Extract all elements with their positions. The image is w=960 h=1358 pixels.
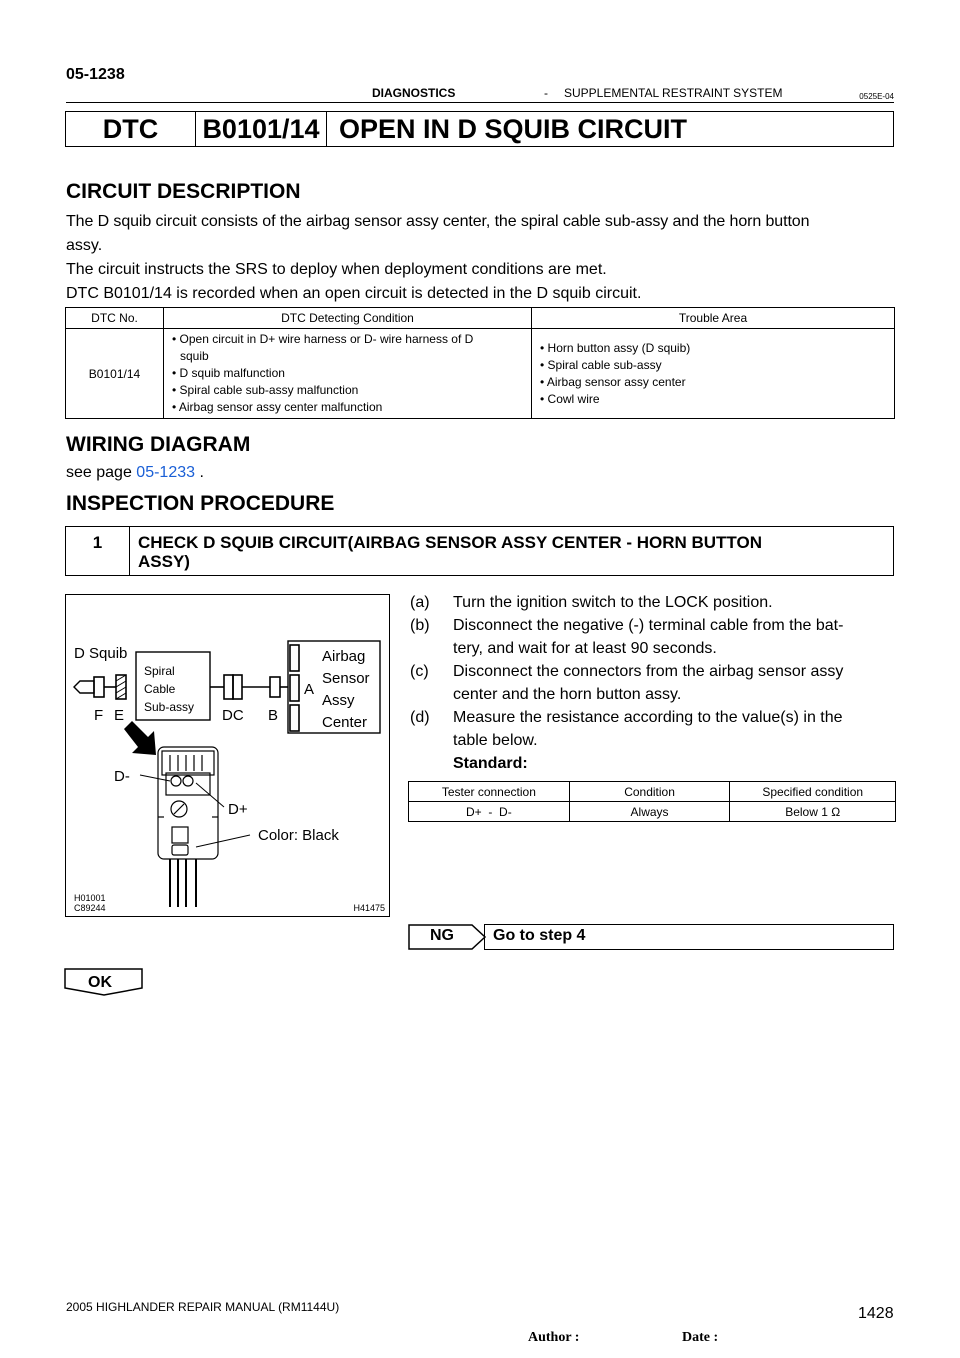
connector-diagram <box>66 595 391 918</box>
figure-codes <box>74 893 106 913</box>
d-minus-label: D- <box>114 768 130 785</box>
ok-badge <box>64 968 144 1001</box>
header-dash: - <box>544 86 548 100</box>
instruction-text <box>453 660 896 706</box>
spiral-cable-label <box>144 662 194 716</box>
instruction-c <box>410 660 896 706</box>
color-label: Color: Black <box>258 827 339 844</box>
standard-label: Standard: <box>453 755 528 772</box>
wiring-reference <box>66 461 896 485</box>
header-subsection: SUPPLEMENTAL RESTRAINT SYSTEM <box>564 86 783 100</box>
connector-a-shape <box>290 675 299 701</box>
squib-plug-shape <box>74 681 94 693</box>
instruction-line: table below. <box>453 732 538 749</box>
instruction-text <box>453 614 896 660</box>
dtc-table-header: DTC Detecting Condition <box>164 308 532 329</box>
figure-code: C89244 <box>74 903 106 913</box>
step-title-line: CHECK D SQUIB CIRCUIT(AIRBAG SENSOR ASSY CENTER - HORN BUTTON <box>138 533 762 552</box>
figure-code: H01001 <box>74 893 106 903</box>
connector-e-label: E <box>114 707 125 724</box>
horn-connector-drawing <box>158 747 218 907</box>
dtc-title-box <box>65 111 894 147</box>
spec-table-header: Tester connection <box>409 782 570 802</box>
spec-table-cell: Below 1 Ω <box>730 802 896 822</box>
connector-b-shape <box>270 677 280 697</box>
instruction-d <box>410 706 896 775</box>
spec-table <box>408 781 896 822</box>
list-item: • Spiral cable sub-assy <box>540 357 662 372</box>
wiring-diagram-heading: WIRING DIAGRAM <box>66 433 251 456</box>
dtc-table-cell <box>532 329 895 419</box>
list-item: • Spiral cable sub-assy malfunction <box>172 383 359 397</box>
airbag-sensor-label <box>322 646 370 734</box>
instruction-text: Turn the ignition switch to the LOCK position. <box>453 594 773 611</box>
description-line: assy. <box>66 237 103 254</box>
d-squib-label: D Squib <box>74 645 128 662</box>
manual-title: 2005 HIGHLANDER REPAIR MANUAL (RM1144U) <box>66 1300 340 1314</box>
instruction-line: center and the horn button assy. <box>453 686 682 703</box>
ok-label: OK <box>88 974 112 991</box>
doc-code: 0525E-04 <box>859 92 894 101</box>
spiral-label-line: Cable <box>144 682 176 696</box>
instruction-label: (d) <box>410 709 430 726</box>
ng-action-box: Go to step 4 <box>484 924 894 950</box>
spiral-label-line: Spiral <box>144 664 175 678</box>
connector-c-shape <box>233 675 242 699</box>
ng-badge <box>408 924 488 955</box>
circuit-description-heading: CIRCUIT DESCRIPTION <box>66 180 301 203</box>
dtc-table-cell <box>164 329 532 419</box>
description-line: The D squib circuit consists of the airbag sensor assy center, the spiral cable sub-assy and the horn button <box>66 213 810 230</box>
figure-code: H41475 <box>353 903 385 913</box>
step-title-line: ASSY) <box>138 552 190 571</box>
see-page-text: see page <box>66 464 132 481</box>
instruction-line: Disconnect the connectors from the airbag sensor assy <box>453 663 844 680</box>
dtc-table-header: Trouble Area <box>532 308 895 329</box>
connector-a-label: A <box>304 681 315 698</box>
arrow-icon <box>124 721 156 755</box>
connector-f-label: F <box>94 707 104 724</box>
list-item: • Airbag sensor assy center <box>540 374 686 389</box>
author-label: Author : <box>528 1330 580 1345</box>
instruction-label: (a) <box>410 594 430 611</box>
instruction-line: tery, and wait for at least 90 seconds. <box>453 640 717 657</box>
period: . <box>199 464 204 481</box>
page-number: 05-1238 <box>66 66 125 83</box>
dtc-label: DTC <box>66 112 196 146</box>
connector-b-label: B <box>268 707 279 724</box>
spec-table-header: Specified condition <box>730 782 896 802</box>
list-item: • D squib malfunction <box>172 366 285 380</box>
list-item: • Open circuit in D+ wire harness or D- wire harness of D squib <box>172 332 474 363</box>
connector-f-shape <box>94 677 104 697</box>
dtc-code: B0101/14 <box>196 112 327 146</box>
dtc-title: OPEN IN D SQUIB CIRCUIT <box>339 113 688 144</box>
instruction-a <box>410 591 896 614</box>
dtc-table <box>65 307 895 419</box>
connector-d-shape <box>224 675 233 699</box>
instruction-line: Measure the resistance according to the value(s) in the <box>453 709 843 726</box>
connector-e-shape <box>116 675 126 699</box>
list-item: • Horn button assy (D squib) <box>540 340 691 355</box>
connector-figure <box>65 594 390 917</box>
header-section: DIAGNOSTICS <box>372 86 456 100</box>
list-item: • Airbag sensor assy center malfunction <box>172 400 383 414</box>
airbag-label-line: Assy <box>322 692 355 709</box>
step-box <box>65 526 894 576</box>
header-rule <box>66 102 894 103</box>
description-line: DTC B0101/14 is recorded when an open circuit is detected in the D squib circuit. <box>66 285 642 302</box>
dtc-table-header: DTC No. <box>66 308 164 329</box>
airbag-label-line: Center <box>322 714 368 731</box>
date-label: Date : <box>682 1330 719 1345</box>
page-link[interactable]: 05-1233 <box>136 464 196 481</box>
d-plus-label: D+ <box>228 801 248 818</box>
description-line: The circuit instructs the SRS to deploy when deployment conditions are met. <box>66 261 607 278</box>
instruction-line: Disconnect the negative (-) terminal cable from the bat- <box>453 617 844 634</box>
connector-dc-label: DC <box>222 707 244 724</box>
spiral-label-line: Sub-assy <box>144 700 195 714</box>
instruction-text <box>453 706 896 775</box>
ng-label: NG <box>430 927 454 944</box>
dtc-table-cell: B0101/14 <box>66 329 164 419</box>
step-title <box>130 527 893 575</box>
footer-page-number: 1428 <box>858 1305 894 1322</box>
instruction-b <box>410 614 896 660</box>
list-item: • Cowl wire <box>540 391 600 406</box>
spec-table-cell: Always <box>569 802 730 822</box>
spec-table-header: Condition <box>569 782 730 802</box>
instruction-label: (c) <box>410 663 429 680</box>
step-number: 1 <box>66 527 130 575</box>
airbag-label-line: Airbag <box>322 648 366 665</box>
inspection-procedure-heading: INSPECTION PROCEDURE <box>66 492 335 515</box>
airbag-label-line: Sensor <box>322 670 370 687</box>
instruction-label: (b) <box>410 617 430 634</box>
circuit-description-text <box>66 210 896 306</box>
spec-table-cell: D+ - D- <box>409 802 570 822</box>
